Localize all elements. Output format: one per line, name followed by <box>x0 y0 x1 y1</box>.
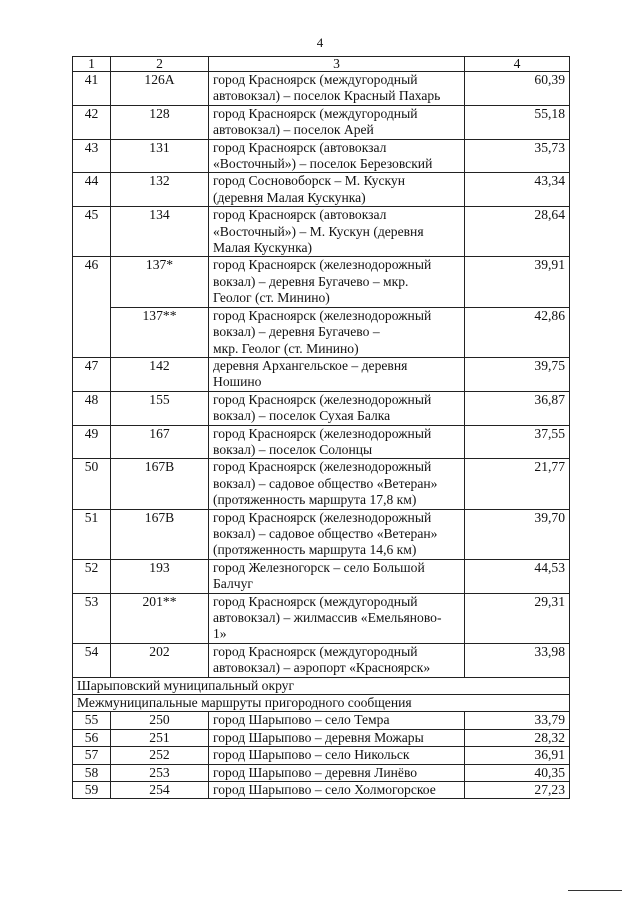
row-number: 56 <box>73 729 111 746</box>
route-distance: 21,77 <box>465 459 570 509</box>
route-distance: 37,55 <box>465 425 570 459</box>
row-number: 50 <box>73 459 111 509</box>
header-row <box>73 57 570 72</box>
route-distance: 39,91 <box>465 257 570 307</box>
row-number: 44 <box>73 173 111 207</box>
route-code: 252 <box>111 747 209 764</box>
row-number: 42 <box>73 105 111 139</box>
route-row <box>73 391 570 425</box>
column-header: 4 <box>465 57 570 72</box>
route-description: город Шарыпово – село Темра <box>209 712 465 729</box>
row-number: 52 <box>73 559 111 593</box>
row-number: 58 <box>73 764 111 781</box>
route-code: 251 <box>111 729 209 746</box>
route-description: город Шарыпово – деревня Линёво <box>209 764 465 781</box>
row-number: 53 <box>73 593 111 643</box>
route-row <box>73 593 570 643</box>
route-code: 155 <box>111 391 209 425</box>
column-header: 1 <box>73 57 111 72</box>
row-number: 48 <box>73 391 111 425</box>
route-distance: 28,32 <box>465 729 570 746</box>
route-row <box>73 459 570 509</box>
route-row <box>73 712 570 729</box>
route-distance: 29,31 <box>465 593 570 643</box>
route-row <box>73 509 570 559</box>
route-description: город Красноярск (междугородный автовокзал) – поселок Арей <box>209 105 465 139</box>
route-distance: 40,35 <box>465 764 570 781</box>
route-description: город Красноярск (междугородный автовокзал) – жилмассив «Емельяново- 1» <box>209 593 465 643</box>
route-code: 193 <box>111 559 209 593</box>
row-number: 55 <box>73 712 111 729</box>
route-row <box>73 643 570 677</box>
section-routes-type: Межмуниципальные маршруты пригородного сообщения <box>73 695 570 712</box>
route-distance: 36,91 <box>465 747 570 764</box>
routes-table <box>72 56 570 799</box>
route-code: 134 <box>111 207 209 257</box>
route-row <box>73 425 570 459</box>
row-number: 51 <box>73 509 111 559</box>
route-distance: 33,79 <box>465 712 570 729</box>
row-number: 49 <box>73 425 111 459</box>
route-description: город Красноярск (железнодорожный вокзал) – поселок Солонцы <box>209 425 465 459</box>
route-description: город Сосновоборск – М. Кускун (деревня Малая Кускунка) <box>209 173 465 207</box>
route-description: город Красноярск (железнодорожный вокзал) – деревня Бугачево – мкр. Геолог (ст. Минино) <box>209 257 465 307</box>
route-row <box>73 72 570 106</box>
route-code: 128 <box>111 105 209 139</box>
route-distance: 39,70 <box>465 509 570 559</box>
row-number: 57 <box>73 747 111 764</box>
column-header: 2 <box>111 57 209 72</box>
route-description: город Красноярск (железнодорожный вокзал) – деревня Бугачево – мкр. Геолог (ст. Минино) <box>209 307 465 357</box>
route-distance: 42,86 <box>465 307 570 357</box>
route-description: город Красноярск (междугородный автовокзал) – поселок Красный Пахарь <box>209 72 465 106</box>
row-number: 43 <box>73 139 111 173</box>
route-distance: 39,75 <box>465 357 570 391</box>
route-code: 167 <box>111 425 209 459</box>
route-code: 167В <box>111 459 209 509</box>
row-number: 41 <box>73 72 111 106</box>
route-code: 201** <box>111 593 209 643</box>
route-code: 137** <box>111 307 209 357</box>
route-description: город Шарыпово – село Холмогорское <box>209 782 465 799</box>
route-row <box>73 307 570 357</box>
section-row <box>73 677 570 694</box>
route-row <box>73 105 570 139</box>
route-code: 142 <box>111 357 209 391</box>
route-distance: 60,39 <box>465 72 570 106</box>
row-number: 54 <box>73 643 111 677</box>
route-distance: 43,34 <box>465 173 570 207</box>
route-description: город Шарыпово – деревня Можары <box>209 729 465 746</box>
route-row <box>73 257 570 307</box>
route-code: 202 <box>111 643 209 677</box>
route-description: город Красноярск (автовокзал «Восточный») – поселок Березовский <box>209 139 465 173</box>
route-row <box>73 139 570 173</box>
section-row <box>73 695 570 712</box>
column-header: 3 <box>209 57 465 72</box>
route-distance: 35,73 <box>465 139 570 173</box>
route-row <box>73 559 570 593</box>
route-distance: 27,23 <box>465 782 570 799</box>
row-number: 59 <box>73 782 111 799</box>
row-number: 47 <box>73 357 111 391</box>
route-distance: 55,18 <box>465 105 570 139</box>
route-code: 131 <box>111 139 209 173</box>
route-row <box>73 729 570 746</box>
page-number: 4 <box>316 35 324 50</box>
route-description: город Красноярск (железнодорожный вокзал) – садовое общество «Ветеран» (протяженность маршрута 14,6 км) <box>209 509 465 559</box>
route-code: 137* <box>111 257 209 307</box>
footer-rule <box>568 890 622 891</box>
route-distance: 33,98 <box>465 643 570 677</box>
route-row <box>73 357 570 391</box>
route-description: город Шарыпово – село Никольск <box>209 747 465 764</box>
route-row <box>73 747 570 764</box>
route-row <box>73 764 570 781</box>
route-distance: 36,87 <box>465 391 570 425</box>
route-code: 253 <box>111 764 209 781</box>
route-description: город Железногорск – село Большой Балчуг <box>209 559 465 593</box>
route-description: город Красноярск (междугородный автовокзал) – аэропорт «Красноярск» <box>209 643 465 677</box>
route-description: город Красноярск (железнодорожный вокзал) – поселок Сухая Балка <box>209 391 465 425</box>
route-row <box>73 173 570 207</box>
row-number: 45 <box>73 207 111 257</box>
route-code: 254 <box>111 782 209 799</box>
route-row <box>73 782 570 799</box>
route-code: 132 <box>111 173 209 207</box>
route-code: 250 <box>111 712 209 729</box>
row-number: 46 <box>73 257 111 357</box>
route-description: город Красноярск (автовокзал «Восточный») – М. Кускун (деревня Малая Кускунка) <box>209 207 465 257</box>
route-code: 126А <box>111 72 209 106</box>
route-description: город Красноярск (железнодорожный вокзал) – садовое общество «Ветеран» (протяженность маршрута 17,8 км) <box>209 459 465 509</box>
route-distance: 44,53 <box>465 559 570 593</box>
route-distance: 28,64 <box>465 207 570 257</box>
route-code: 167В <box>111 509 209 559</box>
route-description: деревня Архангельское – деревня Ношино <box>209 357 465 391</box>
section-municipality: Шарыповский муниципальный округ <box>73 677 570 694</box>
route-row <box>73 207 570 257</box>
